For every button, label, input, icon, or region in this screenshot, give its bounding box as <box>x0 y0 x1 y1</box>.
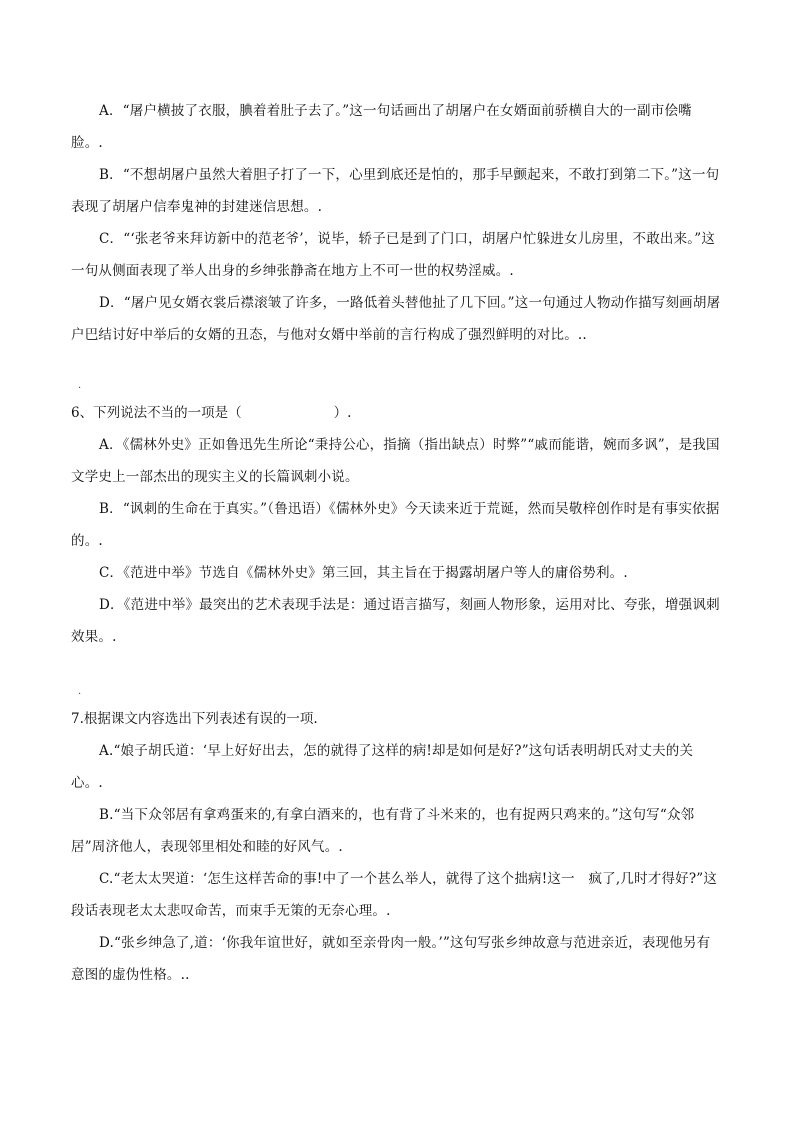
q7-option-d: D.“张乡绅急了,道：‘你我年谊世好，就如至亲骨肉一般。’”这句写张乡绅故意与范进亲近，表现他另有意图的虚伪性格。.. <box>71 935 711 983</box>
spacer-mark-2: . <box>78 686 82 697</box>
q5-option-c: C．“‘张老爷来拜访新中的范老爷’，说毕，轿子已是到了门口，胡屠户忙躲进女儿房里，不敢出来。”这一句从侧面表现了举人出身的乡绅张静斋在地方上不可一世的权势淫威。. <box>71 231 716 279</box>
q6-option-b: B．“讽刺的生命在于真实。”（鲁迅语）《儒林外史》今天读来近于荒诞，然而吴敬梓创作时是有事实依据的。. <box>71 501 720 549</box>
q5-option-d: D．“屠户见女婿衣裳后襟滚皱了许多，一路低着头替他扯了几下回。”这一句通过人物动作描写刻画胡屠户巴结讨好中举后的女婿的丑态，与他对女婿中举前的言行构成了强烈鲜明的对比。.. <box>71 295 721 343</box>
q6-option-d: D．《范进中举》最突出的艺术表现手法是：通过语言描写，刻画人物形象，运用对比、夸张，增强讽刺效果。. <box>71 597 720 645</box>
q7-stem: 7.根据课文内容选出下列表述有误的一项. <box>71 711 318 727</box>
q6-option-a: A．《儒林外史》正如鲁迅先生所论“秉持公心，指摘（指出缺点）时弊”“戚而能谐，婉而多讽”，是我国文学史上一部杰出的现实主义的长篇讽刺小说。 <box>71 437 720 485</box>
q5-option-b: B．“不想胡屠户虽然大着胆子打了一下，心里到底还是怕的，那手早颤起来，不敢打到第二下。”这一句表现了胡屠户信奉鬼神的封建迷信思想。. <box>71 167 720 215</box>
q6-stem-before: 6、下列说法不当的一项是（ <box>71 405 242 421</box>
q5-option-a: A．“屠户横披了衣服，腆着着肚子去了。”这一句话画出了胡屠户在女婿面前骄横自大的一副市侩嘴脸。. <box>71 103 692 151</box>
question-5-options <box>71 95 723 351</box>
q7-option-b: B.“当下众邻居有拿鸡蛋来的,有拿白酒来的，也有背了斗米来的，也有捉两只鸡来的。”这句写“众邻居”周济他人，表现邻里相处和睦的好风气。. <box>71 807 695 855</box>
question-7 <box>71 703 723 991</box>
q6-option-c: C．《范进中举》节选自《儒林外史》第三回，其主旨在于揭露胡屠户等人的庸俗势利。. <box>99 565 628 581</box>
q7-option-a: A.“娘子胡氏道：‘早上好好出去，怎的就得了这样的病!却是如何是好?”这句话表明胡氏对丈夫的关心。. <box>71 743 694 791</box>
spacer-mark: . <box>78 380 82 391</box>
q6-stem <box>71 397 723 429</box>
q7-option-c: C.“老太太哭道：‘怎生这样苦命的事!中了一个甚么举人，就得了这个拙病!这一 疯了,几时才得好?”这段话表现老太太悲叹命苦，而束手无策的无奈心理。. <box>71 871 718 919</box>
question-6 <box>71 397 723 653</box>
q6-stem-after: ）. <box>333 405 352 421</box>
